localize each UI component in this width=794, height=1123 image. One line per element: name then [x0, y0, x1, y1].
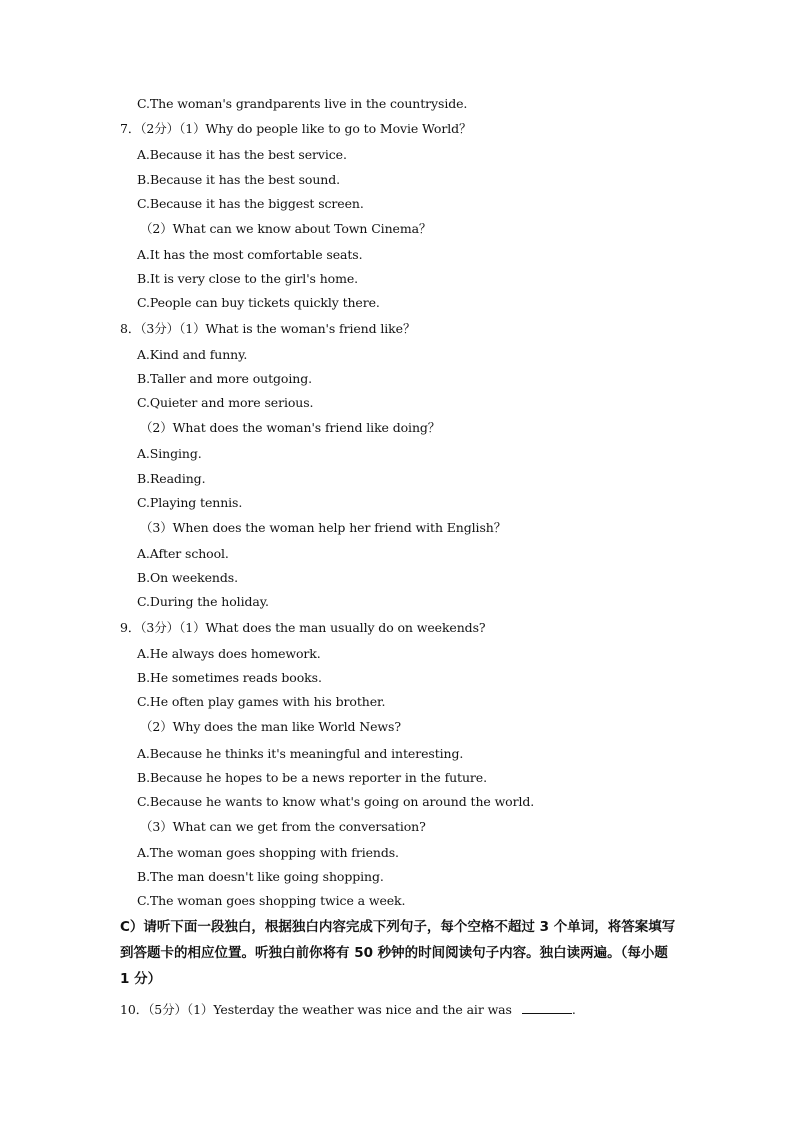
answer-blank[interactable] [522, 1000, 572, 1014]
q7-2-option-b: B.It is very close to the girl's home. [137, 271, 359, 286]
q9-2-option-b: B.Because he hopes to be a news reporter in the future. [137, 770, 487, 785]
q9-prefix: 9．（3分） [120, 620, 180, 635]
q7-1-option-c: C.Because it has the biggest screen. [137, 196, 364, 211]
q7-1-option-b: B.Because it has the best sound. [137, 172, 340, 187]
q7-stem-1 [120, 121, 471, 137]
q10-stem-1-text: （1）Yesterday the weather was nice and the air was [186, 1002, 512, 1017]
q9-1-option-a: A.He always does homework. [137, 646, 321, 661]
q8-2-option-a: A.Singing. [137, 446, 202, 461]
q9-stem-3: （3）What can we get from the conversation? [140, 819, 426, 834]
q8-2-option-c: C.Playing tennis. [137, 495, 243, 510]
q8-stem-3: （3）When does the woman help her friend with English？ [140, 520, 507, 535]
q8-1-option-b: B.Taller and more outgoing. [137, 371, 312, 386]
q8-stem-2: （2）What does the woman's friend like doing？ [140, 420, 441, 435]
q9-1-option-b: B.He sometimes reads books. [137, 670, 322, 685]
q8-1-option-c: C.Quieter and more serious. [137, 395, 314, 410]
q7-prefix: 7．（2分） [120, 121, 180, 136]
q7-2-option-c: C.People can buy tickets quickly there. [137, 295, 380, 310]
q7-stem-1-text: （1）Why do people like to go to Movie World？ [179, 121, 472, 136]
q8-prefix: 8．（3分） [120, 321, 180, 336]
q8-3-option-b: B.On weekends. [137, 570, 238, 585]
q6-option-c: C.The woman's grandparents live in the countryside. [137, 96, 468, 111]
q9-stem-2: （2）Why does the man like World News? [140, 719, 401, 734]
q8-3-option-a: A.After school. [137, 546, 229, 561]
q8-3-option-c: C.During the holiday. [137, 594, 269, 609]
section-c-instructions: C）请听下面一段独白，根据独白内容完成下列句子，每个空格不超过 3 个单词，将答案填写到答题卡的相应位置。听独白前你将有 50 秒钟的时间阅读句子内容。独白读两遍。（每小题 1 分） [120, 919, 676, 987]
q10-end-punct: . [571, 1002, 576, 1017]
q9-stem-1 [120, 620, 486, 636]
q9-2-option-a: A.Because he thinks it's meaningful and interesting. [137, 746, 464, 761]
q9-3-option-b: B.The man doesn't like going shopping. [137, 869, 384, 884]
q7-1-option-a: A.Because it has the best service. [137, 147, 347, 162]
q8-stem-1 [120, 321, 415, 337]
q8-1-option-a: A.Kind and funny. [137, 347, 248, 362]
q8-2-option-b: B.Reading. [137, 471, 206, 486]
q10-stem-1 [120, 1000, 576, 1018]
q7-2-option-a: A.It has the most comfortable seats. [137, 247, 363, 262]
q9-2-option-c: C.Because he wants to know what's going on around the world. [137, 794, 535, 809]
q9-3-option-c: C.The woman goes shopping twice a week. [137, 893, 406, 908]
q9-3-option-a: A.The woman goes shopping with friends. [137, 845, 399, 860]
q10-prefix: 10．（5分） [120, 1002, 187, 1017]
q9-stem-1-text: （1）What does the man usually do on weekends? [179, 620, 486, 635]
q7-stem-2: （2）What can we know about Town Cinema？ [140, 221, 432, 236]
q8-stem-1-text: （1）What is the woman's friend like？ [179, 321, 416, 336]
q9-1-option-c: C.He often play games with his brother. [137, 694, 386, 709]
